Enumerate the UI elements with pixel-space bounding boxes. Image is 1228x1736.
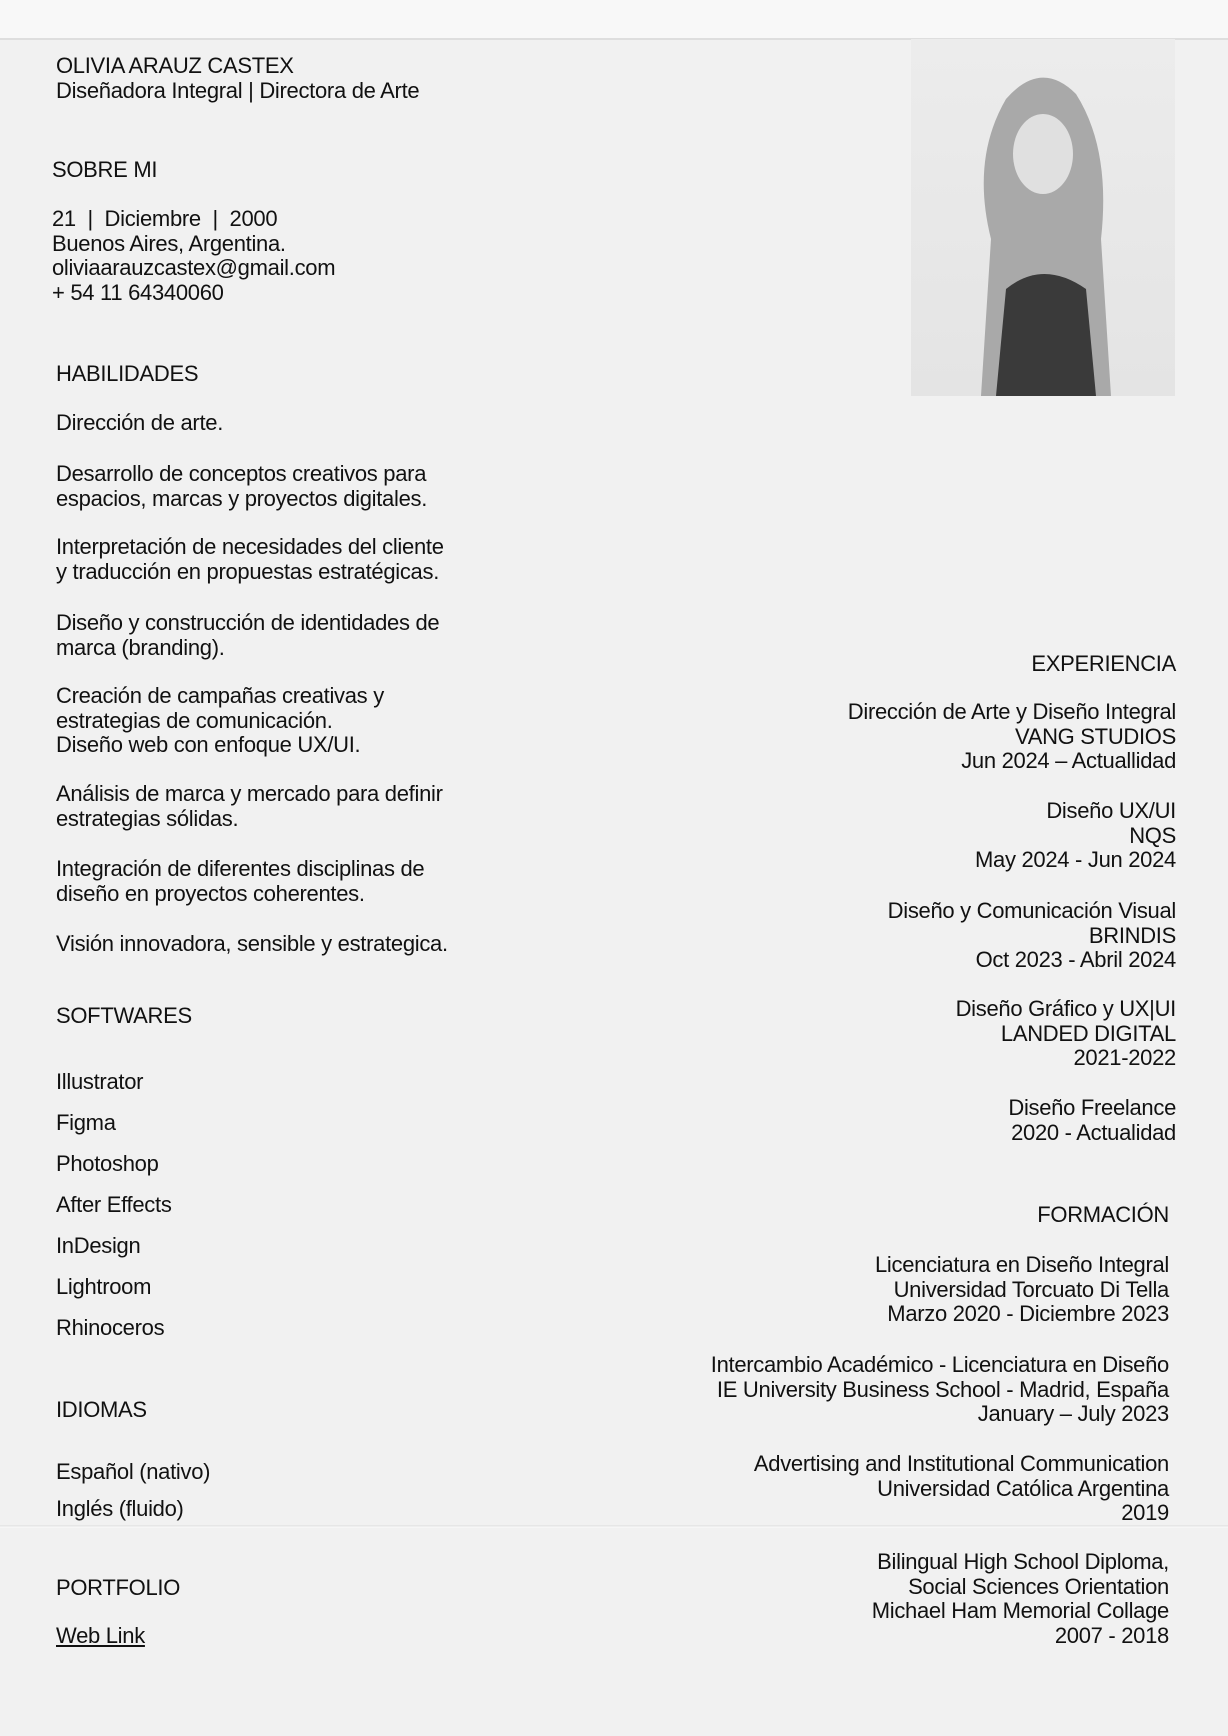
skill-item-line: Diseño web con enfoque UX/UI.	[56, 732, 361, 757]
experience-item-line: Jun 2024 – Actuallidad	[961, 748, 1176, 773]
education-item	[754, 1452, 1169, 1526]
education-item-line: Universidad Católica Argentina	[877, 1475, 1169, 1501]
education-item-line: Licenciatura en Diseño Integral	[875, 1252, 1169, 1277]
skill-item-line: Interpretación de necesidades del cliente	[56, 534, 444, 559]
skill-item	[56, 611, 439, 660]
experience-item-line: Oct 2023 - Abril 2024	[975, 947, 1176, 972]
software-item: Rhinoceros	[56, 1315, 165, 1340]
education-item-line: IE University Business School - Madrid, España	[716, 1376, 1169, 1402]
experience-item	[848, 700, 1176, 774]
experience-item-line: VANG STUDIOS	[1014, 723, 1176, 749]
education-item-line: Marzo 2020 - Diciembre 2023	[887, 1301, 1169, 1326]
about-details	[52, 207, 335, 305]
education-item-line: Intercambio Académico - Licenciatura en Diseño	[710, 1352, 1169, 1377]
language-item: Español (nativo)	[56, 1459, 211, 1484]
education-item-line: Advertising and Institutional Communication	[753, 1451, 1169, 1476]
experience-item-line: Diseño Freelance	[1008, 1095, 1176, 1120]
experience-item-line: BRINDIS	[1088, 922, 1176, 948]
experience-item-line: 2020 - Actualidad	[1011, 1119, 1176, 1145]
skill-item-line: Análisis de marca y mercado para definir	[56, 781, 443, 806]
skill-item-line: estrategias sólidas.	[56, 805, 239, 831]
experience-item-line: Diseño Gráfico y UX|UI	[955, 996, 1176, 1021]
experience-item-line: LANDED DIGITAL	[1000, 1020, 1176, 1046]
profile-photo	[911, 39, 1175, 396]
skill-item-line: Integración de diferentes disciplinas de	[56, 856, 425, 881]
skills-heading: HABILIDADES	[56, 361, 199, 386]
phone[interactable]: + 54 11 64340060	[52, 279, 224, 305]
education-item-line: January – July 2023	[977, 1401, 1169, 1426]
education-item	[711, 1353, 1169, 1427]
skill-item	[56, 462, 427, 511]
job-title: Diseñadora Integral | Directora de Arte	[56, 77, 420, 103]
experience-item	[975, 799, 1176, 873]
skill-item	[56, 684, 384, 758]
about-heading: SOBRE MI	[52, 157, 158, 182]
skill-item	[56, 932, 448, 957]
email[interactable]: oliviaarauzcastex@gmail.com	[52, 255, 336, 280]
software-item: InDesign	[56, 1233, 141, 1258]
experience-item	[888, 899, 1176, 973]
portfolio-link[interactable]: Web Link	[56, 1623, 145, 1648]
experience-item-line: Diseño y Comunicación Visual	[887, 898, 1176, 923]
paper-top-edge	[0, 0, 1228, 40]
software-item: After Effects	[56, 1192, 172, 1217]
birth-date: 21 | Diciembre | 2000	[52, 206, 278, 231]
experience-item-line: Dirección de Arte y Diseño Integral	[847, 699, 1176, 724]
education-item-line: Universidad Torcuato Di Tella	[893, 1276, 1169, 1302]
education-item	[872, 1550, 1169, 1648]
experience-item-line: 2021-2022	[1073, 1045, 1176, 1070]
software-heading: SOFTWARES	[56, 1003, 192, 1028]
education-heading: FORMACIÓN	[1037, 1202, 1169, 1227]
skill-item-line: Creación de campañas creativas y	[56, 683, 384, 708]
education-item	[875, 1253, 1169, 1327]
skill-item-line: marca (branding).	[56, 634, 225, 660]
experience-item-line: Diseño UX/UI	[1046, 798, 1176, 823]
software-item: Figma	[56, 1110, 116, 1135]
education-item-line: Bilingual High School Diploma,	[877, 1549, 1169, 1574]
skill-item-line: diseño en proyectos coherentes.	[56, 880, 365, 906]
skill-item-line: y traducción en propuestas estratégicas.	[56, 558, 440, 584]
experience-item-line: May 2024 - Jun 2024	[975, 847, 1176, 872]
skill-item-line: Dirección de arte.	[56, 410, 224, 435]
skill-item-line: estrategias de comunicación.	[56, 707, 333, 733]
skill-item-line: Desarrollo de conceptos creativos para	[56, 461, 427, 486]
skill-item	[56, 535, 444, 584]
education-item-line: Social Sciences Orientation	[908, 1573, 1169, 1599]
languages-heading: IDIOMAS	[56, 1397, 147, 1422]
software-item: Lightroom	[56, 1274, 152, 1299]
skill-item	[56, 857, 424, 906]
skill-item-line: Diseño y construcción de identidades de	[56, 610, 440, 635]
education-item-line: 2007 - 2018	[1054, 1622, 1169, 1648]
skill-item	[56, 782, 443, 831]
skill-item-line: Visión innovadora, sensible y estrategica.	[56, 931, 448, 956]
header	[56, 54, 419, 103]
software-item: Illustrator	[56, 1069, 144, 1094]
education-item-line: Michael Ham Memorial Collage	[871, 1598, 1169, 1623]
skill-item-line: espacios, marcas y proyectos digitales.	[56, 485, 428, 511]
education-item-line: 2019	[1121, 1500, 1169, 1525]
language-item: Inglés (fluido)	[56, 1496, 184, 1521]
full-name: OLIVIA ARAUZ CASTEX	[56, 53, 294, 78]
experience-item	[956, 997, 1176, 1071]
experience-heading: EXPERIENCIA	[1031, 651, 1176, 676]
portfolio-heading: PORTFOLIO	[56, 1575, 181, 1600]
experience-item-line: NQS	[1129, 822, 1176, 848]
skill-item	[56, 411, 223, 436]
location: Buenos Aires, Argentina.	[52, 230, 286, 256]
software-item: Photoshop	[56, 1151, 159, 1176]
experience-item	[1008, 1096, 1176, 1145]
